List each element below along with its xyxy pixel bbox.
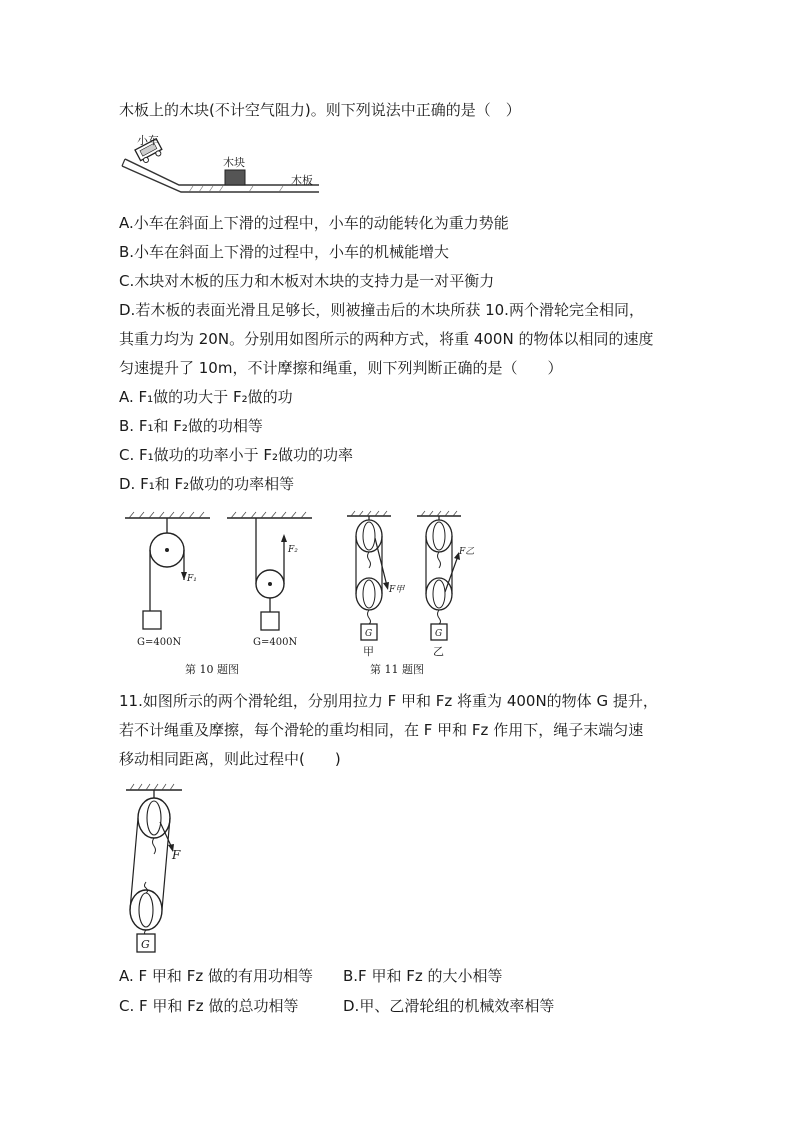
q9-stem-tail: 木板上的木块(不计空气阻力)。则下列说法中正确的是（ ） [119, 101, 521, 119]
f-jia-label: F甲 [389, 585, 405, 595]
f-label: F [172, 848, 181, 862]
q11-option-a: A. F 甲和 Fz 做的有用功相等 [119, 967, 313, 985]
figure-row-q10-q11 [115, 508, 485, 683]
q10-option-c: C. F₁做功的功率小于 F₂做功的功率 [119, 446, 354, 464]
movable-pulley-diagram [227, 512, 312, 630]
block-shape [225, 170, 245, 185]
jia-label: 甲 [363, 645, 374, 658]
q9-option-b: B.小车在斜面上下滑的过程中，小车的机械能增大 [119, 243, 450, 261]
cart-label: 小车 [137, 134, 159, 147]
q9-option-c: C.木块对木板的压力和木板对木块的支持力是一对平衡力 [119, 272, 495, 290]
yi-label: 乙 [433, 645, 444, 658]
block-label: 木块 [223, 156, 245, 169]
right-weight-label: G=400N [253, 637, 298, 648]
q9-figure-incline [119, 130, 339, 200]
q11-stem-line2: 若不计绳重及摩擦，每个滑轮的重均相同，在 F 甲和 Fz 作用下，绳子末端匀速 [119, 721, 644, 739]
q11-option-c: C. F 甲和 Fz 做的总功相等 [119, 997, 299, 1015]
q11-option-b: B.F 甲和 Fz 的大小相等 [343, 967, 503, 985]
q9-option-a: A.小车在斜面上下滑的过程中，小车的动能转化为重力势能 [119, 214, 509, 232]
q11-figure-caption: 第 11 题图 [370, 663, 424, 676]
q9-option-d: D.若木板的表面光滑且足够长，则被撞击后的木块所获 10.两个滑轮完全相同， [119, 301, 644, 319]
q11-figure-pulley [120, 782, 200, 954]
f2-label: F₂ [288, 545, 298, 555]
q10-stem-line2: 其重力均为 20N。分别用如图所示的两种方式，将重 400N 的物体以相同的速度 [119, 330, 654, 348]
fixed-pulley-diagram [125, 512, 210, 629]
q11-stem-line3: 移动相同距离，则此过程中( ) [119, 750, 341, 768]
pulley-block-yi-diagram [417, 511, 461, 640]
g-yi-label: G [435, 629, 443, 639]
q11-option-d: D.甲、乙滑轮组的机械效率相等 [343, 997, 555, 1015]
q10-option-a: A. F₁做的功大于 F₂做的功 [119, 388, 293, 406]
q10-figure-caption: 第 10 题图 [185, 663, 239, 676]
board-label: 木板 [291, 174, 313, 187]
g-label: G [141, 938, 150, 951]
left-weight-label: G=400N [137, 637, 182, 648]
f-yi-label: F乙 [459, 547, 475, 557]
f1-label: F₁ [187, 574, 197, 584]
q10-option-d: D. F₁和 F₂做功的功率相等 [119, 475, 295, 493]
q11-stem-line1: 11.如图所示的两个滑轮组，分别用拉力 F 甲和 Fz 将重为 400N的物体 G 提升， [119, 692, 658, 710]
q10-option-b: B. F₁和 F₂做的功相等 [119, 417, 263, 435]
pulley-block-jia-diagram [347, 511, 391, 640]
q10-stem-line3: 匀速提升了 10m，不计摩擦和绳重，则下列判断正确的是（ ） [119, 359, 563, 377]
g-jia-label: G [365, 629, 373, 639]
